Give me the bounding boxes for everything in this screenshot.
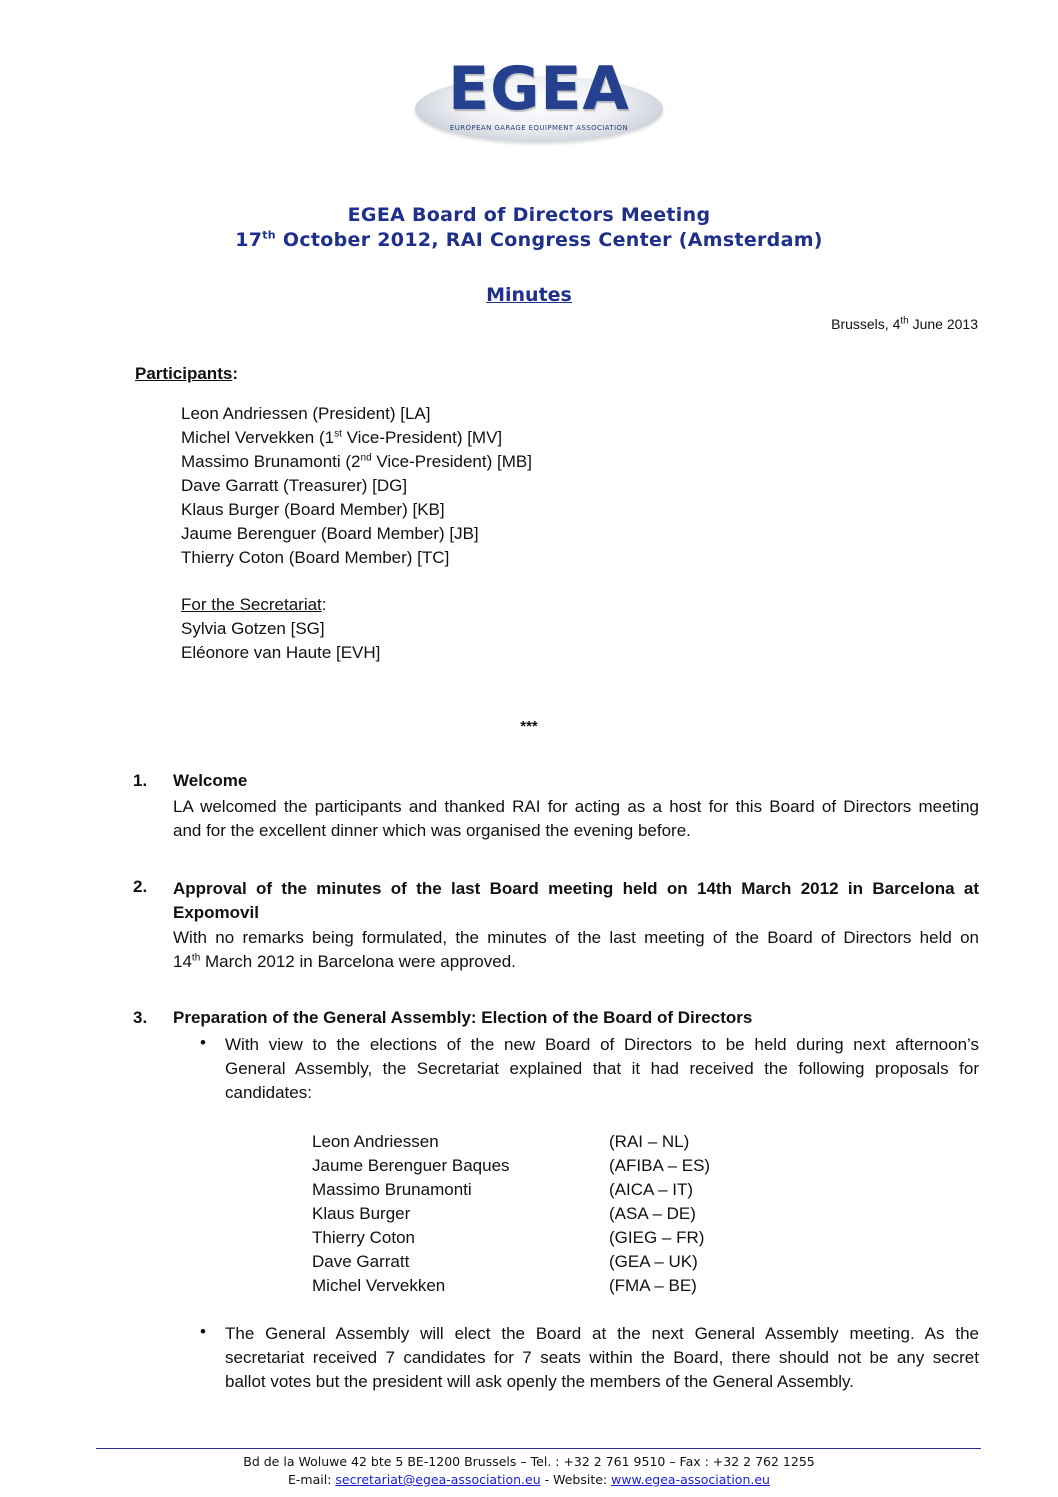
document-date: Brussels, 4th June 2013: [831, 315, 978, 332]
candidate-name: Thierry Coton: [312, 1228, 415, 1247]
paragraph-line: The General Assembly will elect the Board at the next General Assembly meeting. As the: [225, 1324, 979, 1343]
candidate-org: (FMA – BE): [609, 1276, 697, 1295]
footer-address: Bd de la Woluwe 42 bte 5 BE-1200 Brussels – Tel. : +32 2 761 9510 – Fax : +32 2 762 1255: [243, 1454, 815, 1469]
email-label: E-mail:: [288, 1472, 336, 1487]
footer-contact: [0, 1472, 1058, 1487]
participant-item: Thierry Coton (Board Member) [TC]: [181, 548, 450, 567]
participants-list: [181, 402, 532, 570]
logo-wordmark: EGEA: [448, 54, 630, 124]
candidate-org: (ASA – DE): [609, 1204, 696, 1223]
section-body-welcome: [173, 795, 979, 843]
section-number: 2.: [133, 877, 148, 896]
participant-item: Massimo Brunamonti (2nd Vice-President) [MB]: [181, 452, 532, 471]
participant-item: Jaume Berenguer (Board Member) [JB]: [181, 524, 479, 543]
minutes-heading: Minutes: [486, 284, 572, 306]
bullet-paragraph-election: [225, 1322, 979, 1394]
section-title-election: Preparation of the General Assembly: Election of the Board of Directors: [173, 1008, 753, 1027]
secretariat-block: [181, 593, 380, 665]
meeting-title: EGEA Board of Directors Meeting: [347, 204, 711, 226]
paragraph-line: With no remarks being formulated, the minutes of the last meeting of the Board of Directors held on: [173, 928, 979, 947]
footer-divider: [96, 1448, 981, 1449]
secretariat-member: Eléonore van Haute [EVH]: [181, 643, 381, 662]
meeting-date-venue: 17th October 2012, RAI Congress Center (Amsterdam): [235, 228, 823, 251]
candidate-org: (GEA – UK): [609, 1252, 698, 1271]
bullet-dot: •: [200, 1033, 206, 1052]
candidate-name: Massimo Brunamonti: [312, 1180, 472, 1199]
candidate-org: (AFIBA – ES): [609, 1156, 711, 1175]
secretariat-member: Sylvia Gotzen [SG]: [181, 619, 325, 638]
participant-item: Dave Garratt (Treasurer) [DG]: [181, 476, 408, 495]
bullet-paragraph-proposals: [225, 1033, 979, 1105]
candidate-names: [312, 1130, 510, 1298]
egea-logo: [415, 52, 663, 142]
candidate-org: (GIEG – FR): [609, 1228, 705, 1247]
section-title-approval: [173, 877, 979, 925]
logo-subtitle: EUROPEAN GARAGE EQUIPMENT ASSOCIATION: [449, 124, 629, 132]
candidate-name: Jaume Berenguer Baques: [312, 1156, 510, 1175]
paragraph-line: and for the excellent dinner which was organised the evening before.: [173, 821, 691, 840]
participants-heading: Participants:: [135, 364, 238, 383]
participant-item: Michel Vervekken (1st Vice-President) [MV]: [181, 428, 503, 447]
candidate-org: (AICA – IT): [609, 1180, 694, 1199]
section-number: 1.: [133, 771, 148, 790]
section-title-welcome: Welcome: [173, 771, 248, 790]
candidate-org: (RAI – NL): [609, 1132, 690, 1151]
section-title-line: Expomovil: [173, 903, 259, 922]
candidate-name: Michel Vervekken: [312, 1276, 446, 1295]
paragraph-line: secretariat received 7 candidates for 7 seats within the Board, there should not be any secret: [225, 1348, 979, 1367]
bullet-dot: •: [200, 1322, 206, 1341]
paragraph-line: candidates:: [225, 1083, 312, 1102]
section-title-line: Approval of the minutes of the last Board meeting held on 14th March 2012 in Barcelona at: [173, 879, 979, 898]
section-body-approval: [173, 926, 979, 974]
website-link[interactable]: www.egea-association.eu: [611, 1472, 770, 1487]
candidate-name: Klaus Burger: [312, 1204, 411, 1223]
paragraph-line: General Assembly, the Secretariat explained that it had received the following proposals for: [225, 1059, 979, 1078]
participant-item: Leon Andriessen (President) [LA]: [181, 404, 431, 423]
candidate-name: Dave Garratt: [312, 1252, 410, 1271]
paragraph-line: 14th March 2012 in Barcelona were approved.: [173, 952, 516, 971]
candidate-orgs: [609, 1130, 710, 1298]
participant-item: Klaus Burger (Board Member) [KB]: [181, 500, 445, 519]
secretariat-heading: For the Secretariat:: [181, 595, 327, 614]
paragraph-line: LA welcomed the participants and thanked RAI for acting as a host for this Board of Directors meeting: [173, 797, 979, 816]
paragraph-line: With view to the elections of the new Board of Directors to be held during next afternoon’s: [225, 1035, 979, 1054]
email-link[interactable]: secretariat@egea-association.eu: [335, 1472, 541, 1487]
website-label: - Website:: [540, 1472, 612, 1487]
candidate-name: Leon Andriessen: [312, 1132, 439, 1151]
section-separator: ***: [520, 718, 538, 735]
section-number: 3.: [133, 1008, 148, 1027]
paragraph-line: ballot votes but the president will ask openly the members of the General Assembly.: [225, 1372, 855, 1391]
